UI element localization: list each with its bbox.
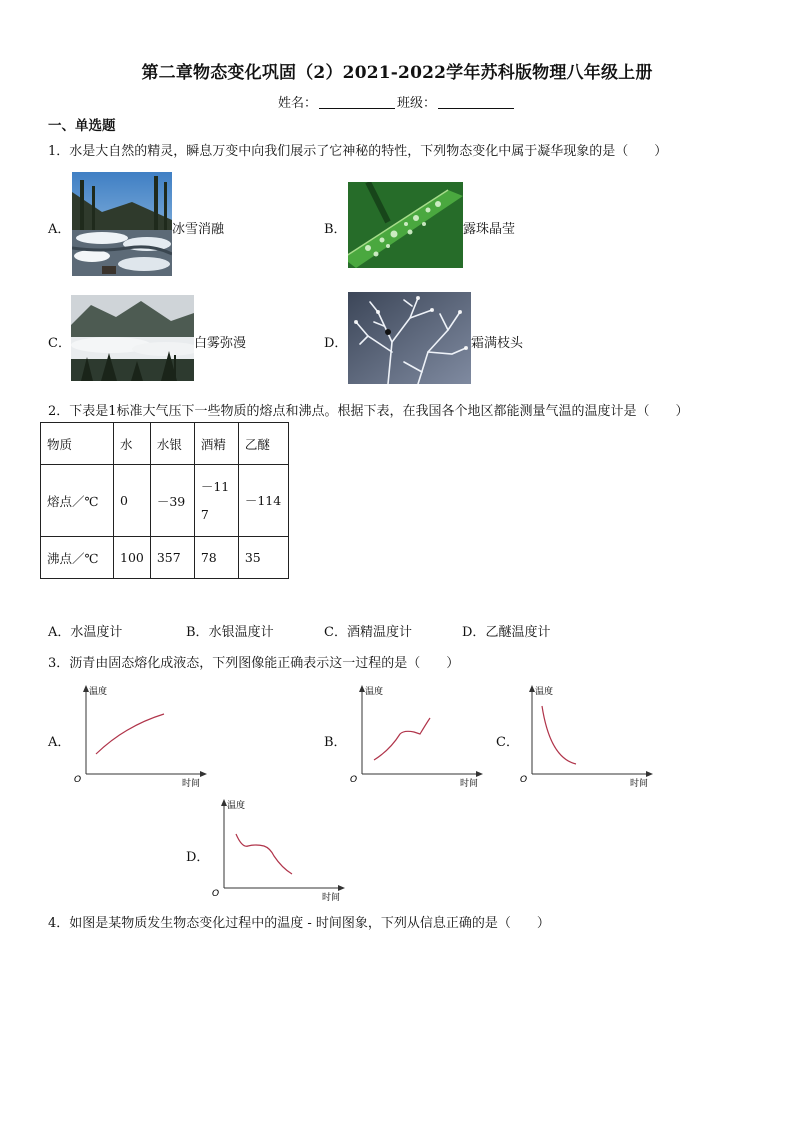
q1-option-d-letter[interactable]: D． [324,336,348,351]
q1-option-c-image [71,295,194,381]
section-heading: 一、单选题 [48,118,116,134]
y-axis-label: 温度 [365,687,384,697]
q3-option-c-letter[interactable]: C． [496,735,519,750]
name-blank[interactable] [319,108,395,109]
x-axis-label: 时间 [460,779,479,789]
origin-label: O [212,889,220,899]
name-class-line [0,92,794,111]
table-cell: －39 [150,465,194,537]
q2-option-a[interactable] [48,621,122,640]
question-4-stem: 4．如图是某物质发生物态变化过程中的温度 - 时间图象，下列从信息正确的是（ ） [48,916,550,931]
table-header-cell: 水银 [150,423,194,465]
question-1-stem: 1．水是大自然的精灵，瞬息万变中向我们展示了它神秘的特性，下列物态变化中属于凝华现象的是（ ） [48,144,668,159]
q3-option-b-graph [346,684,486,790]
origin-label: O [350,775,358,785]
q1-option-b-image [348,182,463,268]
origin-label: O [520,775,528,785]
name-label: 姓名： [277,96,317,111]
q1-option-d-image [348,292,471,384]
temperature-curve [542,706,576,764]
y-axis-label: 温度 [227,801,246,811]
table-cell: －114 [238,465,288,537]
table-header-cell: 物质 [41,423,114,465]
q3-option-b-letter[interactable]: B． [324,735,347,750]
q2-option-d-text: 乙醚温度计 [485,625,551,640]
melting-boiling-table [40,422,289,579]
table-cell: 35 [238,537,288,579]
table-cell: 熔点／℃ [41,465,114,537]
q1-option-c-letter[interactable]: C． [48,336,71,351]
q2-option-d-letter: D． [462,625,486,640]
q1-option-a-text: 冰雪消融 [172,222,225,237]
x-axis-label: 时间 [322,893,341,903]
class-blank[interactable] [438,108,514,109]
table-cell: 0 [114,465,151,537]
table-cell: 357 [150,537,194,579]
q1-option-b-text: 露珠晶莹 [463,222,516,237]
q2-option-b[interactable] [186,621,274,640]
q2-option-b-letter: B． [186,625,209,640]
temperature-curve [374,718,430,760]
q1-option-a-image [72,172,172,276]
y-axis-label: 温度 [89,687,108,697]
q3-option-d-graph [208,798,348,904]
class-label: 班级： [397,96,437,111]
temperature-curve [96,714,164,754]
q2-option-c[interactable] [324,621,412,640]
question-3-stem: 3．沥青由固态熔化成液态，下列图像能正确表示这一过程的是（ ） [48,656,460,671]
table-row [41,465,289,537]
table-row [41,537,289,579]
q2-option-c-letter: C． [324,625,347,640]
q2-option-d[interactable] [462,621,550,640]
table-header-cell: 水 [114,423,151,465]
table-header-row [41,423,289,465]
temperature-curve [236,834,292,874]
q2-option-a-text: 水温度计 [70,625,123,640]
q3-option-c-graph [516,684,656,790]
q1-option-c-text: 白雾弥漫 [194,336,247,351]
q1-option-d-text: 霜满枝头 [471,336,524,351]
q3-option-a-letter[interactable]: A． [48,735,71,750]
y-axis-label: 温度 [535,687,554,697]
x-axis-label: 时间 [630,779,649,789]
q2-option-a-letter: A． [48,625,71,640]
table-cell: 78 [194,537,238,579]
q3-option-d-letter[interactable]: D． [186,850,210,865]
q3-option-a-graph [70,684,210,790]
q1-option-b-letter[interactable]: B． [324,222,347,237]
origin-label: O [74,775,82,785]
page-title: 第二章物态变化巩固（2）2021-2022学年苏科版物理八年级上册 [141,63,653,83]
table-header-cell: 酒精 [194,423,238,465]
table-header-cell: 乙醚 [238,423,288,465]
table-cell: 100 [114,537,151,579]
question-2-stem: 2．下表是1标准大气压下一些物质的熔点和沸点。根据下表，在我国各个地区都能测量气温的温度计是（ ） [48,404,689,419]
q2-option-b-text: 水银温度计 [208,625,274,640]
table-cell: －117 [194,465,238,537]
table-cell: 沸点／℃ [41,537,114,579]
q1-option-a-letter[interactable]: A． [48,222,71,237]
x-axis-label: 时间 [182,779,201,789]
q2-option-c-text: 酒精温度计 [346,625,412,640]
